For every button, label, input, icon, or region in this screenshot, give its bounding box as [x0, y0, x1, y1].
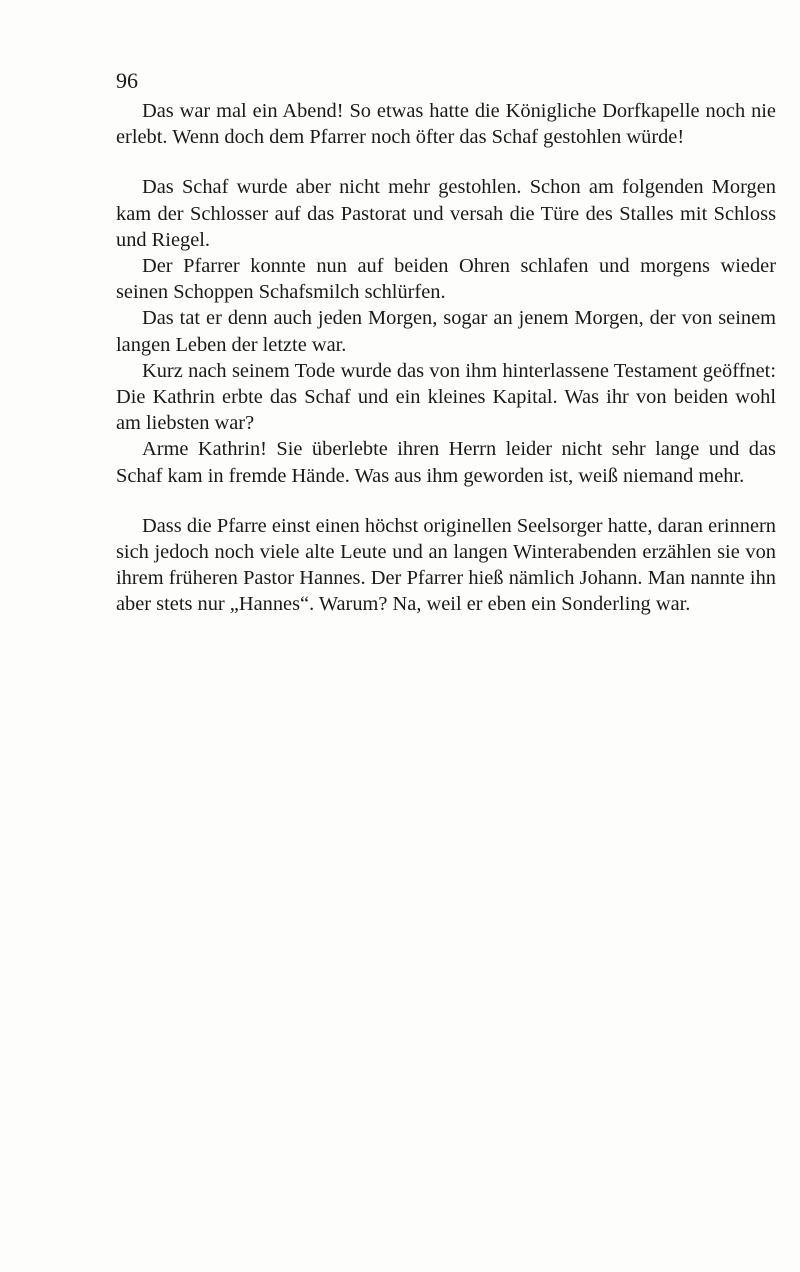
paragraph-4: Das tat er denn auch jeden Morgen, sogar an jenem Morgen, der von seinem langen Leben der letzte war.: [116, 307, 776, 356]
paragraph-6: Arme Kathrin! Sie überlebte ihren Herrn leider nicht sehr lange und das Schaf kam in fremde Hände. Was aus ihm geworden ist, weiß niemand mehr.: [116, 438, 776, 487]
paragraph-7: Dass die Pfarre einst einen höchst originellen Seelsorger hatte, daran erinnern sich jedoch noch viele alte Leute und an langen Winterabenden erzählen sie von ihrem früheren Pastor Hannes. Der Pfarrer hieß nämlich Johann. Man nannte ihn aber stets nur „Hannes“. Warum? Na, weil er eben ein Sonderling war.: [116, 514, 776, 616]
paragraph-1: Das war mal ein Abend! So etwas hatte die Königliche Dorfkapelle noch nie erlebt. Wenn doch dem Pfarrer noch öfter das Schaf gestohlen würde!: [116, 100, 776, 149]
paragraph-2: Das Schaf wurde aber nicht mehr gestohlen. Schon am folgenden Morgen kam der Schlosser auf das Pastorat und versah die Türe des Stalles mit Schloss und Riegel.: [116, 176, 776, 251]
paragraph-3: Der Pfarrer konnte nun auf beiden Ohren schlafen und morgens wieder seinen Schoppen Schafsmilch schlürfen.: [116, 255, 776, 304]
paragraph-5: Kurz nach seinem Tode wurde das von ihm hinterlassene Testament geöffnet: Die Kathrin erbte das Schaf und ein kleines Kapital. Was ihr von beiden wohl am liebsten war?: [116, 359, 776, 435]
page-number: 96: [116, 68, 138, 93]
body-text: [116, 98, 776, 618]
